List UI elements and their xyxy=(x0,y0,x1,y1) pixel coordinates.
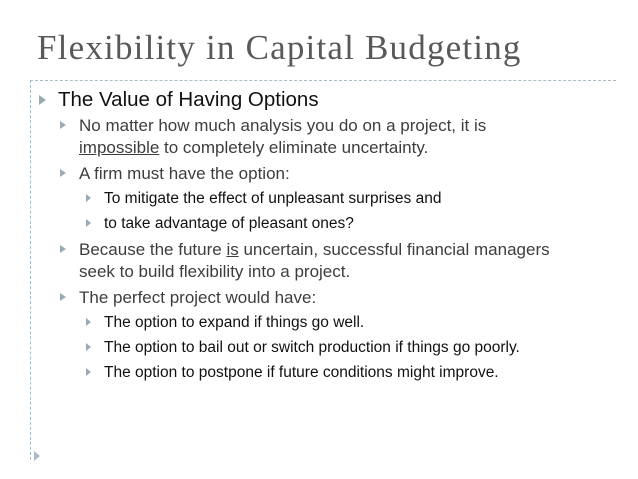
bullet-triangle-icon xyxy=(86,194,91,202)
bullet-text: No matter how much analysis you do on a project, it is xyxy=(79,116,487,135)
underlined-word: impossible xyxy=(79,138,160,157)
bullet-text: The option to postpone if future conditions might improve. xyxy=(104,364,499,381)
bullet-text: uncertain, successful financial managers xyxy=(238,240,550,259)
bullet-text: seek to build flexibility into a project. xyxy=(79,262,351,281)
bullet-text: The perfect project would have: xyxy=(79,288,317,307)
bullet-triangle-icon xyxy=(60,169,66,177)
bullet-triangle-icon xyxy=(60,245,66,253)
bullet-text: To mitigate the effect of unpleasant surprises and xyxy=(104,190,442,207)
bullet-firm-option xyxy=(34,163,614,185)
sub-bullet-mitigate xyxy=(34,189,614,209)
bullet-future-uncertain xyxy=(34,239,614,283)
footer-triangle-icon xyxy=(34,451,40,461)
bullet-triangle-icon xyxy=(86,368,91,376)
bullet-triangle-icon xyxy=(39,95,46,105)
slide-title: Flexibility in Capital Budgeting xyxy=(37,28,522,67)
title-divider xyxy=(30,80,616,81)
underlined-word: is xyxy=(226,240,239,259)
sub-bullet-expand xyxy=(34,313,614,333)
bullet-triangle-icon xyxy=(86,219,91,227)
bullet-uncertainty xyxy=(34,115,614,159)
bullet-list xyxy=(34,88,614,388)
bullet-text: to take advantage of pleasant ones? xyxy=(104,215,354,232)
bullet-text: A firm must have the option: xyxy=(79,164,290,183)
sub-bullet-bail-out xyxy=(34,338,614,358)
bullet-text: to completely eliminate uncertainty. xyxy=(159,138,429,157)
sub-bullet-advantage xyxy=(34,214,614,234)
bullet-text: The option to bail out or switch production if things go poorly. xyxy=(104,339,520,356)
bullet-heading xyxy=(34,88,614,112)
bullet-triangle-icon xyxy=(60,293,66,301)
left-border xyxy=(30,80,31,460)
heading-text: The Value of Having Options xyxy=(58,88,319,111)
sub-bullet-postpone xyxy=(34,363,614,383)
bullet-triangle-icon xyxy=(86,318,91,326)
bullet-triangle-icon xyxy=(86,343,91,351)
bullet-perfect-project xyxy=(34,287,614,309)
bullet-text: Because the future xyxy=(79,240,227,259)
bullet-text: The option to expand if things go well. xyxy=(104,314,365,331)
bullet-triangle-icon xyxy=(60,121,66,129)
